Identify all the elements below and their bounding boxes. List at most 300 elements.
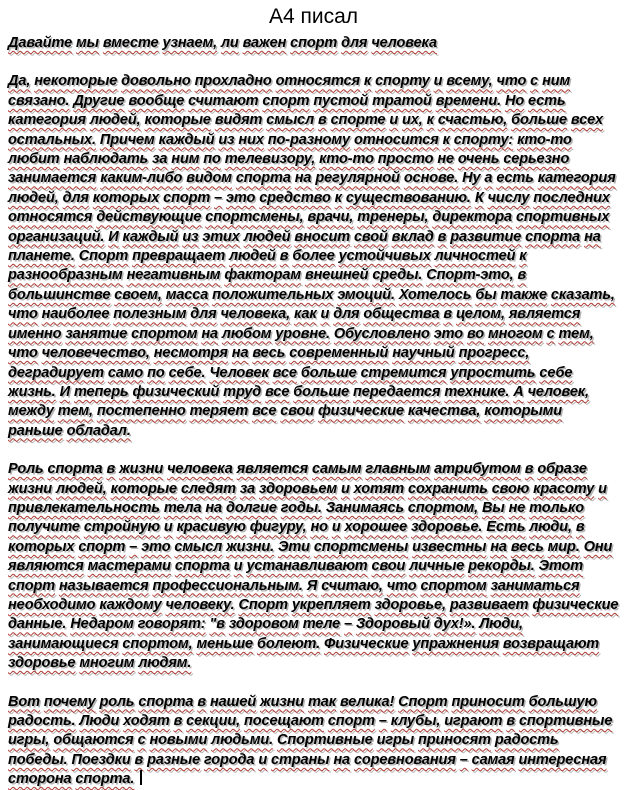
word: К [474, 189, 484, 206]
word: привлекательность [8, 499, 160, 516]
word: врачи, [307, 209, 354, 226]
word: стройную [83, 519, 160, 536]
word: именно [8, 325, 62, 342]
word: называется [58, 577, 149, 594]
word: физические [532, 596, 619, 613]
word: эмоций. [337, 286, 395, 303]
word: просто [377, 151, 434, 168]
word: ходят [123, 713, 170, 729]
word: Поездки [71, 751, 131, 768]
word: люди, [529, 519, 572, 536]
word: спорту [375, 73, 430, 90]
word: Люди, [479, 616, 523, 633]
word: физические [317, 403, 404, 420]
word: среды. [372, 267, 423, 284]
word: жизни [119, 461, 164, 478]
word: которых [8, 538, 75, 555]
word: во [466, 325, 485, 342]
document-subtitle[interactable] [8, 34, 619, 53]
word: Есть [486, 519, 526, 536]
word: из [182, 228, 199, 245]
word: категория [8, 112, 86, 129]
word: а [484, 170, 493, 187]
word: здоровье. [411, 519, 483, 536]
word: спорта [235, 170, 291, 187]
word: наблюдать [63, 151, 149, 168]
word: самая [471, 751, 515, 768]
word: научный [392, 345, 455, 362]
paragraph[interactable] [8, 72, 619, 441]
word: на [205, 499, 223, 516]
word: общества [363, 306, 440, 323]
word: в [197, 693, 206, 710]
word: Роль [8, 461, 44, 478]
word: по [147, 364, 165, 381]
word: так [308, 693, 337, 710]
word: соревнования [353, 751, 456, 768]
word: очень [457, 151, 500, 168]
word: общаются [53, 732, 134, 749]
word: свои [280, 403, 315, 420]
word: больше [511, 112, 567, 129]
word: годы. [280, 499, 322, 516]
word: получите [8, 519, 80, 536]
word: разнообразным [8, 267, 123, 284]
word: людям. [138, 655, 192, 672]
word: и [258, 751, 268, 768]
word: на [294, 170, 312, 187]
word: уровне. [275, 325, 330, 342]
word: фигуру, [249, 519, 307, 536]
word: – [214, 189, 223, 206]
word: каждому [99, 596, 162, 613]
word: занятие [65, 325, 128, 342]
word: спорта [47, 461, 103, 478]
word: полезным [113, 306, 187, 323]
word: есть [528, 92, 566, 109]
word: личные [409, 558, 465, 575]
word: видом [186, 170, 232, 187]
word: многом [487, 325, 543, 342]
word: Эти [278, 538, 310, 555]
word: каким-либо [100, 170, 183, 187]
word: это [433, 325, 464, 342]
word: меньше [196, 635, 254, 652]
word: обладал. [66, 422, 131, 439]
word: любом [221, 325, 272, 342]
word: прохладно [194, 73, 272, 90]
word: теле [302, 616, 341, 633]
word: радость. [8, 713, 76, 729]
word: только [529, 499, 584, 516]
word: само [107, 364, 144, 381]
word: и [331, 519, 341, 536]
word: и [340, 480, 350, 497]
word: стремится [360, 364, 447, 381]
word: которые [110, 480, 177, 497]
word: ним [542, 73, 571, 90]
word: спортсмены, [205, 209, 304, 226]
word: числу [487, 189, 530, 206]
word: для [333, 306, 360, 323]
word: в [524, 461, 534, 478]
word: как [293, 306, 317, 323]
word: личностей [434, 248, 516, 265]
word: большинстве [8, 286, 111, 303]
word: здоровом [228, 616, 299, 633]
word: упростить [450, 364, 536, 381]
word: в [173, 713, 183, 729]
word: кто-то [319, 151, 374, 168]
word: и [163, 519, 173, 536]
word: радость [494, 732, 559, 749]
word: мастерами [87, 558, 171, 575]
word: многим [79, 655, 135, 672]
word: по-разному [267, 131, 351, 148]
word: и [233, 558, 243, 575]
word: счастью, [437, 112, 508, 129]
word: все [272, 364, 297, 381]
word: данные. [8, 616, 67, 633]
word: укрепляет [291, 596, 371, 613]
word: игры [376, 732, 415, 749]
word: современный [289, 345, 389, 362]
word: интересная [518, 751, 607, 768]
word: основе. [403, 170, 459, 187]
word: ним [171, 151, 200, 168]
word: факторам [224, 267, 302, 284]
word: следят [180, 480, 236, 497]
word: всех [570, 112, 603, 129]
word: Спортивные [276, 732, 373, 749]
word: спорт [163, 189, 211, 206]
word: профессиональным. [152, 577, 303, 594]
word: – [129, 538, 138, 555]
word: человеку. [165, 596, 235, 613]
word: Давайте [8, 35, 73, 51]
word: за [152, 151, 168, 168]
word: к [363, 73, 372, 90]
word: между [8, 403, 54, 420]
word: хорошее [344, 519, 408, 536]
word: смысл [174, 538, 223, 555]
word: из [218, 131, 235, 148]
word: в [279, 248, 289, 265]
word: вообще [128, 92, 185, 109]
word: клубы, [390, 713, 441, 729]
word: свою [491, 480, 530, 497]
word: превращает [132, 248, 226, 265]
word: почему [43, 693, 96, 710]
word: которыми [484, 403, 563, 420]
word: красивую [176, 519, 246, 536]
word: большую [528, 693, 597, 710]
word: вносит [294, 228, 351, 245]
word: организаций. [8, 228, 105, 245]
word: все [252, 403, 277, 420]
word: спорта [174, 558, 230, 575]
word: Вы [482, 499, 505, 516]
word: Другие [73, 92, 125, 109]
word: в [517, 267, 527, 284]
word: весь [252, 345, 286, 362]
word: технике. [444, 383, 510, 400]
word: связано. [8, 92, 70, 109]
word: заниматься [490, 577, 580, 594]
word: с [530, 73, 539, 90]
word: спорта. [75, 771, 135, 788]
word: Да, [8, 73, 31, 90]
word: вклад [391, 228, 434, 245]
word: разные [147, 751, 201, 768]
word: директора [432, 209, 513, 226]
word: на [231, 345, 249, 362]
word: на [333, 751, 351, 768]
word: тем, [558, 325, 594, 342]
word: за [239, 480, 256, 497]
word: – [344, 616, 353, 633]
word: и [598, 480, 607, 497]
word: спорта [138, 693, 194, 710]
word: телевизору, [224, 151, 316, 168]
word: устойчивых [338, 248, 431, 265]
word: физический [132, 383, 220, 400]
word: "в [209, 616, 225, 633]
word: сторона [8, 771, 72, 788]
word: не [437, 151, 454, 168]
word: роль [99, 693, 135, 710]
word: Я [306, 577, 318, 594]
word: новыми [149, 732, 208, 749]
word: Спорт [238, 596, 288, 613]
word: ли [220, 35, 239, 51]
word: людей, [8, 189, 59, 206]
word: устанавливают [246, 558, 368, 575]
word: спорту: [453, 131, 514, 148]
word: тратой [372, 92, 432, 109]
word: является [508, 306, 581, 323]
word: тем, [57, 403, 93, 420]
word: средство [259, 189, 331, 206]
word: говорят: [137, 616, 206, 633]
word: любит [8, 151, 60, 168]
word: человека [371, 35, 437, 51]
word: считаю, [321, 577, 383, 594]
word: сказать, [550, 286, 615, 303]
word: жизни. [226, 538, 275, 555]
word: негативным [126, 267, 221, 284]
word: И [59, 383, 71, 400]
word: постепенно [96, 403, 186, 420]
word: больше [300, 364, 357, 381]
word: людей [229, 248, 276, 265]
word: относится [353, 131, 439, 148]
word: действующие [96, 209, 202, 226]
word: развитие [450, 228, 522, 245]
word: Здоровый [355, 616, 430, 633]
word: к [442, 131, 450, 148]
word: к [519, 248, 527, 265]
word: в [437, 228, 447, 245]
word: человека [167, 461, 233, 478]
word: спорта [525, 228, 581, 245]
word: относятся [275, 73, 360, 90]
word: Но [504, 92, 525, 109]
word: является [236, 461, 309, 478]
word: них [238, 131, 264, 148]
word: секции, [186, 713, 241, 729]
word: спортом [420, 577, 487, 594]
word: тренеры, [357, 209, 429, 226]
word: болеют. [256, 635, 321, 652]
word: себе. [168, 364, 206, 381]
word: города [204, 751, 255, 768]
word: Вот [8, 693, 40, 710]
word: посещают [244, 713, 324, 729]
word: мир. [547, 538, 580, 555]
word: есть [496, 170, 534, 187]
word: это [225, 189, 256, 206]
word: спорт [262, 92, 310, 109]
word: в [575, 519, 585, 536]
word: довольно [121, 73, 191, 90]
word: труд [223, 383, 262, 400]
word: страны [271, 751, 330, 768]
word: жизни [260, 693, 305, 710]
word: которые [144, 112, 211, 129]
word: несмотря [153, 345, 228, 362]
word: на [584, 228, 601, 245]
word: в [443, 306, 453, 323]
word: кто-то [517, 131, 572, 148]
word: долгие [225, 499, 277, 516]
word: Ну [462, 170, 481, 187]
word: атрибутом [434, 461, 521, 478]
word: и [320, 306, 330, 323]
word: хотят [353, 480, 405, 497]
word: Человек [209, 364, 269, 381]
word: себе [539, 364, 573, 381]
word: – [459, 751, 468, 768]
word: внешней [304, 267, 369, 284]
word: Физические [324, 635, 409, 652]
word: И [108, 228, 119, 245]
word: это [141, 538, 171, 555]
word: самым [312, 461, 362, 478]
word: здоровье [8, 655, 76, 672]
word: передается [353, 383, 441, 400]
word: Люди [79, 713, 120, 729]
word: видят [214, 112, 263, 129]
word: победы. [8, 751, 68, 768]
word: что [8, 345, 38, 362]
word: тела [163, 499, 202, 516]
word: Они [583, 538, 613, 555]
word: игры, [8, 732, 50, 749]
word: жизни [8, 480, 53, 497]
word: на [201, 325, 218, 342]
word: дух!». [433, 616, 476, 633]
word: Недаром [70, 616, 134, 633]
word: велика! [339, 693, 395, 710]
word: остальных. [8, 131, 96, 148]
word: спортом [131, 325, 198, 342]
word: спортсмены [313, 538, 409, 555]
word: спорт [8, 577, 56, 594]
word: рекорды. [468, 558, 535, 575]
word: здоровьем [259, 480, 338, 497]
word: категория [537, 170, 616, 187]
word: к [426, 112, 434, 129]
word: занимается [8, 170, 97, 187]
word: главным [365, 461, 431, 478]
word: теряет [189, 403, 249, 420]
word: для [190, 306, 217, 323]
word: для [62, 189, 89, 206]
word: развивает [449, 596, 529, 613]
word: спортивных [515, 209, 610, 226]
text-cursor [140, 770, 142, 785]
word: – [378, 713, 387, 729]
word: с [137, 732, 146, 749]
word: играют [444, 713, 503, 729]
word: что [496, 73, 527, 90]
word: масса [165, 286, 209, 303]
word: каждый [122, 228, 179, 245]
word: свои [371, 558, 406, 575]
word: людей, [56, 480, 107, 497]
word: серьезно [503, 151, 570, 168]
word: людей, [89, 112, 141, 129]
word: сохранить [408, 480, 488, 497]
paragraph[interactable] [8, 693, 619, 790]
word: Спорт [398, 693, 448, 710]
word: узнаем, [162, 35, 218, 51]
word: относятся [8, 209, 93, 226]
word: все [265, 383, 290, 400]
word: человек, [527, 383, 589, 400]
word: что [386, 577, 417, 594]
word: Спорт [78, 248, 129, 265]
word: необходимо [8, 596, 96, 613]
word: в [317, 112, 327, 129]
word: в [506, 713, 516, 729]
document-title[interactable]: А4 писал [268, 5, 359, 28]
word: всему, [446, 73, 493, 90]
word: что [8, 306, 38, 323]
word: пустой [313, 92, 369, 109]
word: к [334, 189, 342, 206]
word: людьми. [211, 732, 274, 749]
word: планете. [8, 248, 75, 265]
word: не [508, 499, 526, 516]
word: мы [76, 35, 99, 51]
word: этих [202, 228, 240, 245]
word: целом, [456, 306, 505, 323]
word: в [106, 461, 116, 478]
word: и [389, 112, 399, 129]
word: жизнь. [8, 383, 56, 400]
word: приносят [418, 732, 491, 749]
word: положительных [212, 286, 334, 303]
word: человека, [220, 306, 291, 323]
paragraph[interactable] [8, 460, 619, 673]
word: спорт [78, 538, 126, 555]
word: и [433, 73, 443, 90]
word: времени. [435, 92, 502, 109]
word: также [500, 286, 547, 303]
word: раньше [8, 422, 63, 439]
